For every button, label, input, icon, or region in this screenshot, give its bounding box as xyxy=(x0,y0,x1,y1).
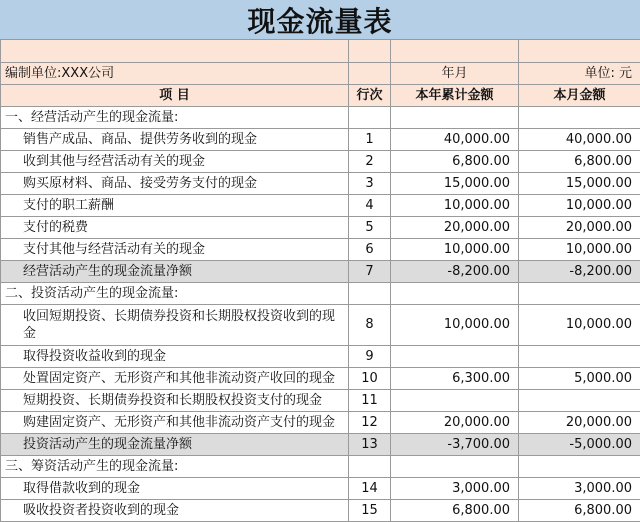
unit-label[interactable]: 单位: 元 xyxy=(519,63,640,85)
row-ytd[interactable]: 6,300.00 xyxy=(391,368,519,390)
header-item[interactable]: 项 目 xyxy=(1,85,349,107)
row-item[interactable]: 经营活动产生的现金流量净额 xyxy=(1,261,349,283)
row-line[interactable]: 9 xyxy=(349,346,391,368)
row-ytd[interactable]: 40,000.00 xyxy=(391,129,519,151)
sheet-title: 现金流量表 xyxy=(0,0,640,40)
row-ytd[interactable]: 10,000.00 xyxy=(391,305,519,346)
row-line[interactable]: 10 xyxy=(349,368,391,390)
table-row xyxy=(1,151,640,173)
row-line[interactable] xyxy=(349,456,391,478)
row-item[interactable]: 支付的职工薪酬 xyxy=(1,195,349,217)
row-item[interactable]: 支付的税费 xyxy=(1,217,349,239)
row-item[interactable]: 投资活动产生的现金流量净额 xyxy=(1,434,349,456)
row-line[interactable]: 11 xyxy=(349,390,391,412)
row-item[interactable]: 收到其他与经营活动有关的现金 xyxy=(1,151,349,173)
cell[interactable] xyxy=(349,63,391,85)
row-item[interactable]: 二、投资活动产生的现金流量: xyxy=(1,283,349,305)
section-row xyxy=(1,456,640,478)
table-row xyxy=(1,500,640,522)
row-line[interactable] xyxy=(349,283,391,305)
row-line[interactable]: 12 xyxy=(349,412,391,434)
row-month[interactable]: 6,800.00 xyxy=(519,151,640,173)
header-row xyxy=(1,85,640,107)
table-row xyxy=(1,129,640,151)
table-row xyxy=(1,478,640,500)
row-month[interactable]: 40,000.00 xyxy=(519,129,640,151)
row-item[interactable]: 短期投资、长期债券投资和长期股权投资支付的现金 xyxy=(1,390,349,412)
row-month[interactable]: 15,000.00 xyxy=(519,173,640,195)
row-item[interactable]: 取得借款收到的现金 xyxy=(1,478,349,500)
row-item[interactable]: 收回短期投资、长期债券投资和长期股权投资收到的现金 xyxy=(1,305,349,346)
row-item[interactable]: 取得投资收益收到的现金 xyxy=(1,346,349,368)
row-item[interactable]: 吸收投资者投资收到的现金 xyxy=(1,500,349,522)
row-item[interactable]: 支付其他与经营活动有关的现金 xyxy=(1,239,349,261)
row-ytd[interactable]: -8,200.00 xyxy=(391,261,519,283)
period-label[interactable]: 年月 xyxy=(391,63,519,85)
header-line[interactable]: 行次 xyxy=(349,85,391,107)
table-row xyxy=(1,195,640,217)
row-line[interactable]: 1 xyxy=(349,129,391,151)
cell[interactable] xyxy=(519,40,640,63)
cash-flow-table xyxy=(0,39,640,522)
row-item[interactable]: 购买原材料、商品、接受劳务支付的现金 xyxy=(1,173,349,195)
row-ytd[interactable]: 20,000.00 xyxy=(391,217,519,239)
row-item[interactable]: 销售产成品、商品、提供劳务收到的现金 xyxy=(1,129,349,151)
row-ytd[interactable]: 6,800.00 xyxy=(391,151,519,173)
row-ytd[interactable]: 10,000.00 xyxy=(391,195,519,217)
row-item[interactable]: 三、筹资活动产生的现金流量: xyxy=(1,456,349,478)
row-ytd[interactable]: 15,000.00 xyxy=(391,173,519,195)
row-line[interactable]: 14 xyxy=(349,478,391,500)
row-ytd[interactable]: -3,700.00 xyxy=(391,434,519,456)
row-month[interactable]: -5,000.00 xyxy=(519,434,640,456)
row-line[interactable]: 13 xyxy=(349,434,391,456)
row-line[interactable]: 4 xyxy=(349,195,391,217)
row-line[interactable]: 5 xyxy=(349,217,391,239)
row-month[interactable] xyxy=(519,390,640,412)
row-month[interactable]: 3,000.00 xyxy=(519,478,640,500)
row-line[interactable]: 8 xyxy=(349,305,391,346)
section-row xyxy=(1,107,640,129)
row-item[interactable]: 购建固定资产、无形资产和其他非流动资产支付的现金 xyxy=(1,412,349,434)
row-ytd[interactable] xyxy=(391,456,519,478)
subtotal-row xyxy=(1,261,640,283)
row-ytd[interactable] xyxy=(391,390,519,412)
row-line[interactable]: 7 xyxy=(349,261,391,283)
info-row xyxy=(1,63,640,85)
row-month[interactable] xyxy=(519,283,640,305)
row-month[interactable]: 10,000.00 xyxy=(519,195,640,217)
table-body xyxy=(1,40,640,522)
row-month[interactable]: 5,000.00 xyxy=(519,368,640,390)
row-month[interactable] xyxy=(519,456,640,478)
org-label[interactable]: 编制单位:XXX公司 xyxy=(1,63,349,85)
table-row xyxy=(1,217,640,239)
row-month[interactable]: 6,800.00 xyxy=(519,500,640,522)
row-item[interactable]: 一、经营活动产生的现金流量: xyxy=(1,107,349,129)
row-month[interactable]: 20,000.00 xyxy=(519,412,640,434)
row-ytd[interactable]: 20,000.00 xyxy=(391,412,519,434)
row-ytd[interactable] xyxy=(391,283,519,305)
row-line[interactable]: 15 xyxy=(349,500,391,522)
row-line[interactable]: 6 xyxy=(349,239,391,261)
row-item[interactable]: 处置固定资产、无形资产和其他非流动资产收回的现金 xyxy=(1,368,349,390)
section-row xyxy=(1,283,640,305)
row-line[interactable]: 3 xyxy=(349,173,391,195)
table-row xyxy=(1,173,640,195)
row-month[interactable] xyxy=(519,107,640,129)
cell[interactable] xyxy=(391,40,519,63)
table-row xyxy=(1,412,640,434)
table-row xyxy=(1,368,640,390)
row-line[interactable] xyxy=(349,107,391,129)
row-ytd[interactable]: 6,800.00 xyxy=(391,500,519,522)
blank-row xyxy=(1,40,640,63)
table-row xyxy=(1,390,640,412)
row-ytd[interactable]: 3,000.00 xyxy=(391,478,519,500)
row-ytd[interactable]: 10,000.00 xyxy=(391,239,519,261)
table-row xyxy=(1,305,640,346)
cell[interactable] xyxy=(349,40,391,63)
row-month[interactable]: 10,000.00 xyxy=(519,305,640,346)
row-ytd[interactable] xyxy=(391,107,519,129)
row-ytd[interactable] xyxy=(391,346,519,368)
row-month[interactable] xyxy=(519,346,640,368)
cell[interactable] xyxy=(1,40,349,63)
table-row xyxy=(1,239,640,261)
header-ytd[interactable]: 本年累计金额 xyxy=(391,85,519,107)
header-month[interactable]: 本月金额 xyxy=(519,85,640,107)
row-month[interactable]: -8,200.00 xyxy=(519,261,640,283)
row-month[interactable]: 20,000.00 xyxy=(519,217,640,239)
row-line[interactable]: 2 xyxy=(349,151,391,173)
subtotal-row xyxy=(1,434,640,456)
table-row xyxy=(1,346,640,368)
row-month[interactable]: 10,000.00 xyxy=(519,239,640,261)
